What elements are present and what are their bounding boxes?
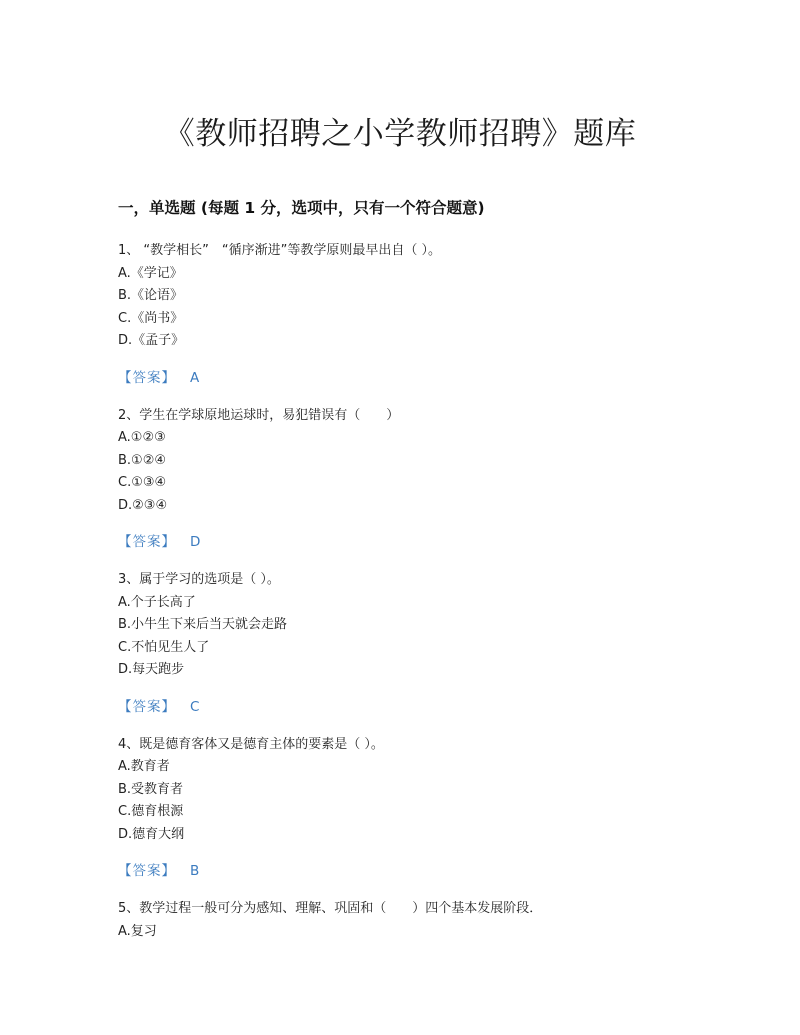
option-a: A.个子长高了 [118,594,196,610]
question-3 [118,569,718,717]
option-b: B.受教育者 [118,781,184,797]
option-c: C.①③④ [118,475,167,490]
option-c: C.《尚书》 [118,310,184,326]
question-stem: 2、学生在学球原地运球时，易犯错误有（ ） [118,407,400,423]
question-1 [118,240,718,388]
answer-line [118,697,718,717]
answer-tag: 【答案】 [118,863,176,879]
option-d: D.每天跑步 [118,662,185,677]
answer-line [118,368,718,388]
answer-value: B [190,863,200,879]
question-list [118,240,718,943]
question-stem: 5、教学过程一般可分为感知、理解、巩固和（ ）四个基本发展阶段． [118,901,543,916]
answer-value: A [190,369,200,386]
answer-value: C [190,698,200,715]
question-stem: 4、既是德育客体又是德育主体的要素是（ ）。 [118,736,384,752]
document-title: 《教师招聘之小学教师招聘》题库 [163,116,637,152]
section-heading: 一，单选题 (每题 1 分，选项中，只有一个符合题意) [118,199,485,217]
answer-tag: 【答案】 [118,369,176,386]
option-a: A.《学记》 [118,265,183,281]
question-stem: 3、属于学习的选项是（ ）。 [118,572,280,587]
answer-line [118,532,718,552]
answer-line [118,861,718,881]
option-a: A.复习 [118,923,157,939]
option-d: D.《孟子》 [118,333,185,348]
answer-tag: 【答案】 [118,698,176,715]
option-b: B.①②④ [118,452,167,468]
option-b: B.《论语》 [118,288,184,303]
question-5 [118,898,718,943]
answer-tag: 【答案】 [118,534,176,550]
option-d: D.德育大纲 [118,826,185,842]
option-c: C.德育根源 [118,804,184,819]
question-stem: 1、 “教学相长” “循序渐进”等教学原则最早出自（ ）。 [118,243,441,258]
option-b: B.小牛生下来后当天就会走路 [118,617,288,632]
question-2 [118,405,718,553]
answer-value: D [190,534,201,550]
question-4 [118,734,718,882]
option-d: D.②③④ [118,497,168,513]
option-a: A.①②③ [118,430,166,445]
option-a: A.教育者 [118,759,170,774]
option-c: C.不怕见生人了 [118,639,210,655]
